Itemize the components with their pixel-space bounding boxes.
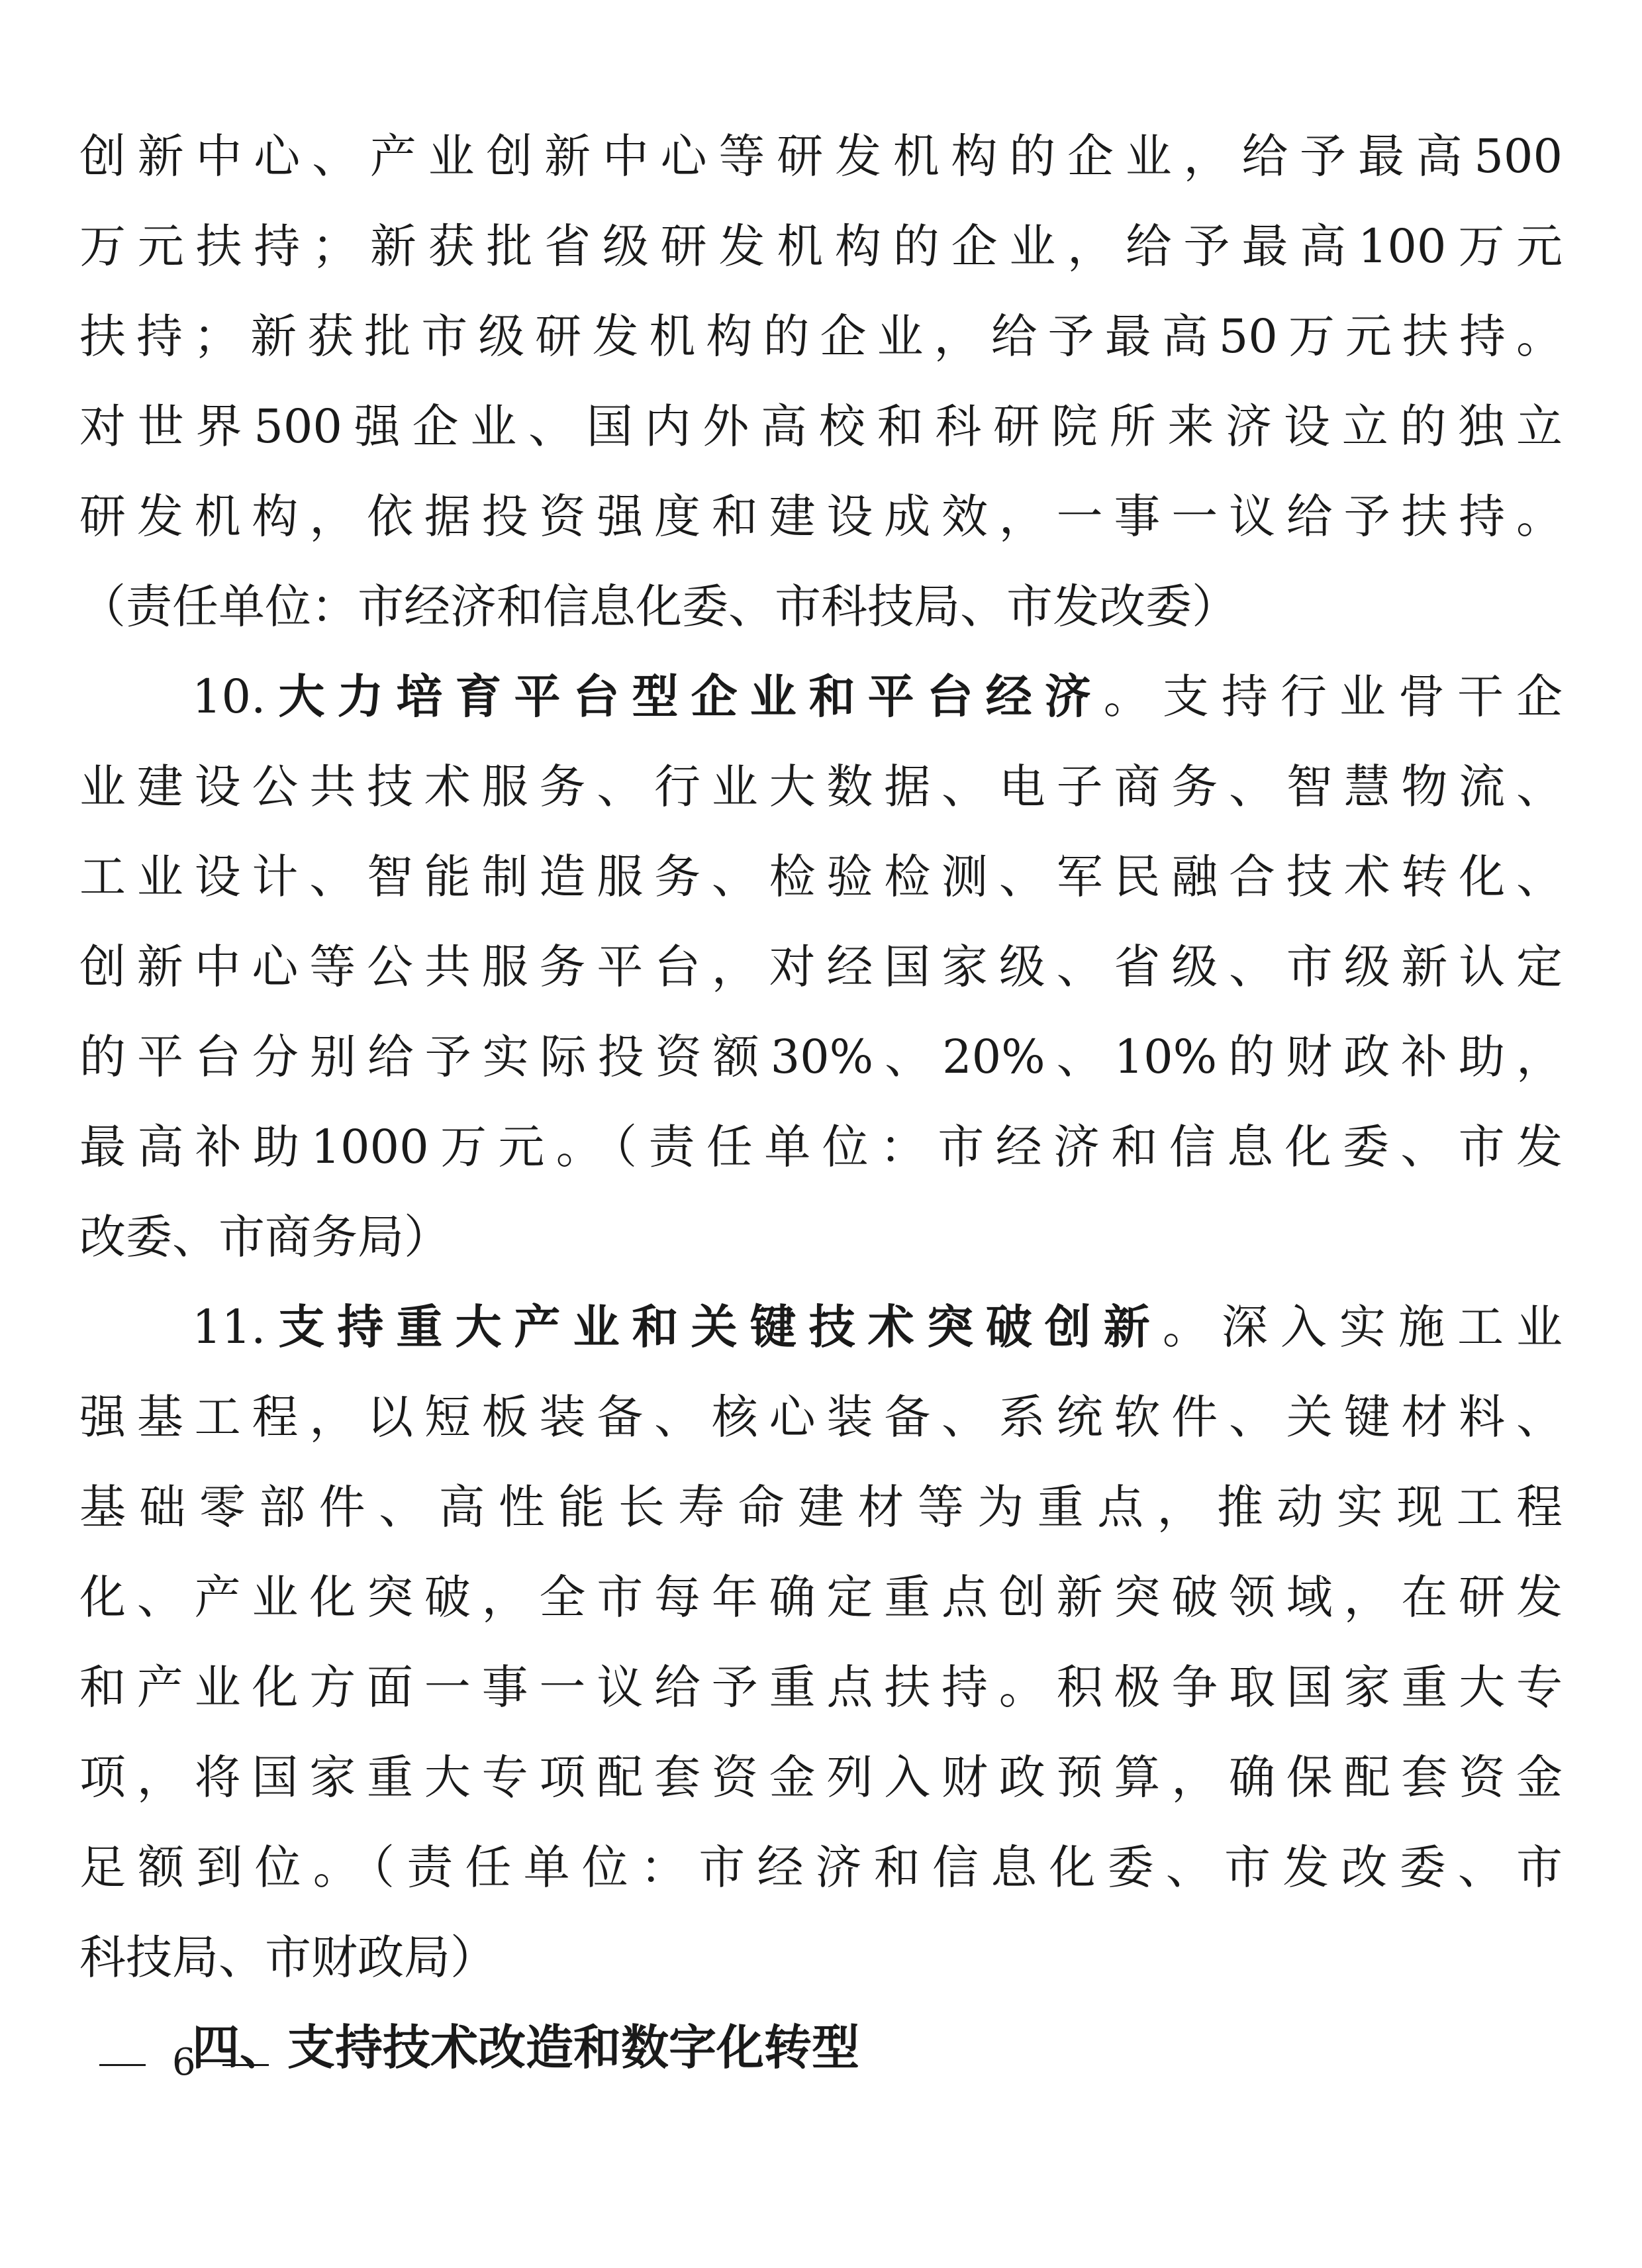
paragraph-line: 业建设公共技术服务、行业大数据、电子商务、智慧物流、 (79, 760, 1563, 814)
paragraph-line: 足额到位。（责任单位：市经济和信息化委、市发改委、市 (79, 1840, 1563, 1895)
paragraph-line: 改委、市商务局） (79, 1210, 450, 1264)
item-10-number: 10. (192, 669, 266, 724)
item-10-title: 大力培育平台型企业和平台经济 (266, 669, 1104, 724)
page-number: 6 (172, 2041, 196, 2084)
paragraph-line: 创新中心、产业创新中心等研发机构的企业，给予最高500 (79, 129, 1563, 183)
footer-dash-right (222, 2064, 269, 2066)
paragraph-line: 工业设计、智能制造服务、检验检测、军民融合技术转化、 (79, 850, 1563, 904)
paragraph-line: 项，将国家重大专项配套资金列入财政预算，确保配套资金 (79, 1750, 1563, 1804)
paragraph-line: 创新中心等公共服务平台，对经国家级、省级、市级新认定 (79, 940, 1563, 994)
paragraph-line: 研发机构，依据投资强度和建设成效，一事一议给予扶持。 (79, 489, 1563, 544)
paragraph-line: 扶持；新获批市级研发机构的企业，给予最高50万元扶持。 (79, 309, 1563, 364)
paragraph-line: 强基工程，以短板装备、核心装备、系统软件、关键材料、 (79, 1390, 1563, 1444)
paragraph-line: 和产业化方面一事一议给予重点扶持。积极争取国家重大专 (79, 1660, 1563, 1714)
item-11-title: 支持重大产业和关键技术突破创新 (266, 1299, 1163, 1354)
section-heading: 四、支持技术改造和数字化转型 (192, 2020, 860, 2075)
footer-dash-left (99, 2064, 146, 2066)
paragraph-line: 的平台分别给予实际投资额30%、20%、10%的财政补助， (79, 1030, 1563, 1084)
page-footer (99, 2033, 269, 2093)
paragraph-line: 化、产业化突破，全市每年确定重点创新突破领域，在研发 (79, 1570, 1563, 1624)
item-10-first-line-rest: 。支持行业骨干企 (1103, 669, 1563, 724)
document-body (79, 111, 1563, 2093)
paragraph-line: 最高补助1000万元。（责任单位：市经济和信息化委、市发 (79, 1120, 1563, 1174)
paragraph-line: 科技局、市财政局） (79, 1930, 497, 1985)
item-10-heading-line (79, 652, 1563, 742)
item-11-number: 11. (192, 1300, 266, 1354)
paragraph-line: 对世界500强企业、国内外高校和科研院所来济设立的独立 (79, 399, 1563, 454)
paragraph-line: 基础零部件、高性能长寿命建材等为重点，推动实现工程 (79, 1480, 1563, 1534)
paragraph-line: 万元扶持；新获批省级研发机构的企业，给予最高100万元 (79, 219, 1563, 273)
item-11-heading-line (79, 1282, 1563, 1372)
paragraph-line: （责任单位：市经济和信息化委、市科技局、市发改委） (79, 579, 1238, 634)
item-11-first-line-rest: 。深入实施工业 (1162, 1300, 1563, 1354)
